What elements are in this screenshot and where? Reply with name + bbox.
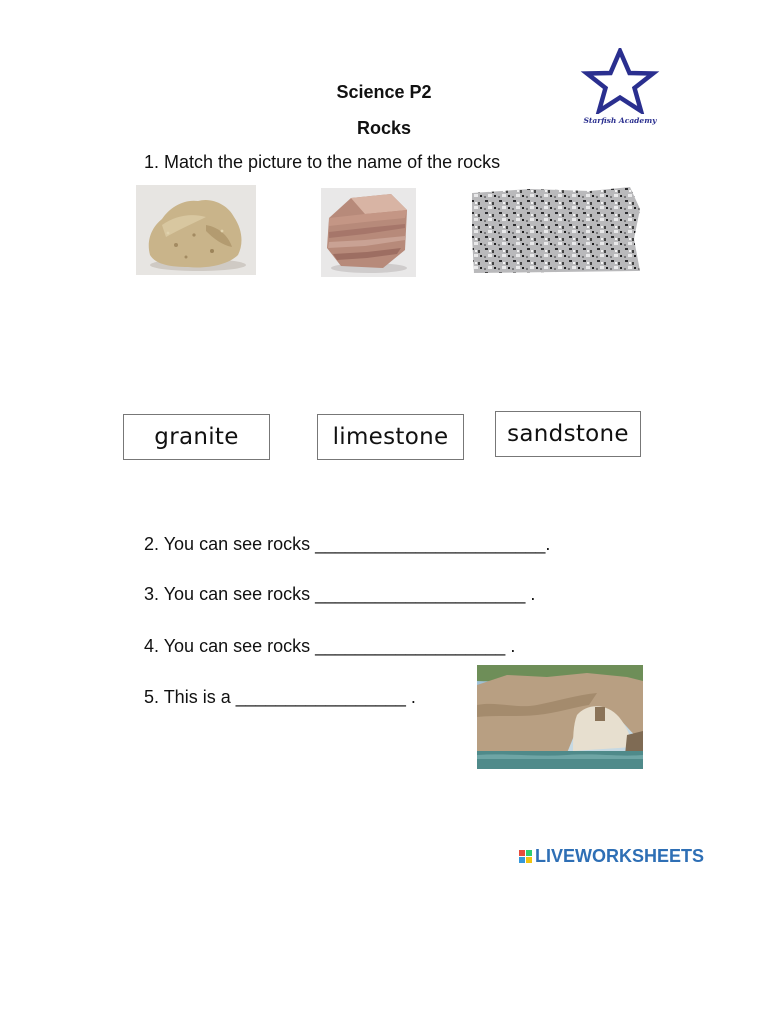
page-subtitle: Rocks bbox=[356, 118, 412, 138]
question-5: 5. This is a _________________ . bbox=[144, 687, 416, 707]
question-1: 1. Match the picture to the name of the rocks bbox=[144, 152, 501, 172]
sandstone-rock-image bbox=[136, 185, 256, 275]
liveworksheets-badge-icon bbox=[519, 850, 532, 863]
brand-text: LIVEWORKSHEETS bbox=[535, 845, 705, 866]
word-box-sandstone[interactable]: sandstone bbox=[495, 411, 641, 457]
word-box-granite[interactable]: granite bbox=[123, 414, 270, 460]
starfish-academy-logo bbox=[580, 48, 660, 132]
layered-rock-image bbox=[321, 188, 416, 277]
granite-rock-image bbox=[470, 187, 642, 275]
question-2: 2. You can see rocks _______________________. bbox=[144, 534, 551, 554]
liveworksheets-logo bbox=[519, 845, 704, 867]
logo-text: Starfish Academy bbox=[583, 116, 657, 125]
page-title: Science P2 bbox=[336, 82, 432, 102]
sea-arch-photo bbox=[477, 665, 643, 769]
question-4: 4. You can see rocks ___________________ . bbox=[144, 636, 516, 656]
star-icon bbox=[580, 48, 660, 114]
word-box-limestone[interactable]: limestone bbox=[317, 414, 464, 460]
question-3: 3. You can see rocks _____________________ . bbox=[144, 584, 536, 604]
